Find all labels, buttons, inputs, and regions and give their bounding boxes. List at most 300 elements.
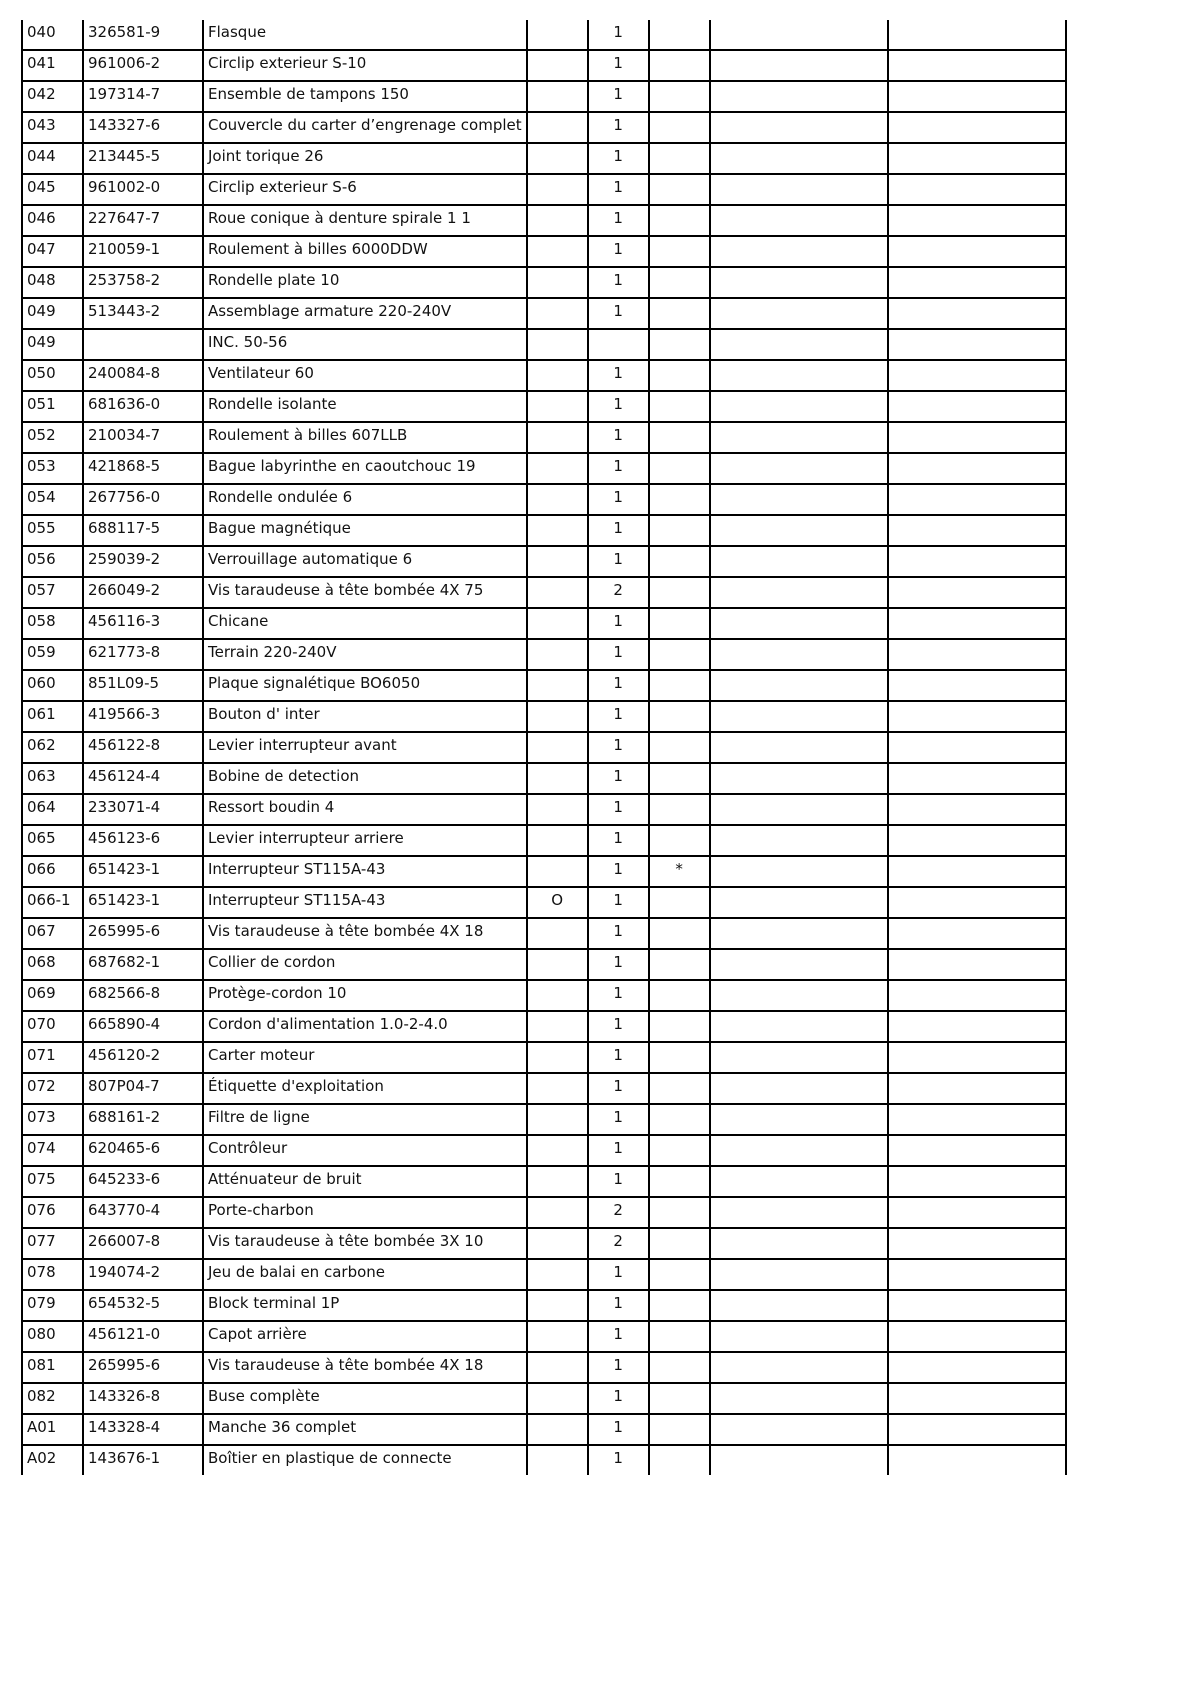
description-cell: Plaque signalétique BO6050	[203, 670, 527, 701]
empty-cell	[710, 825, 888, 856]
part-reference-cell: 961002-0	[83, 174, 203, 205]
note-cell	[649, 329, 710, 360]
note-cell	[649, 1290, 710, 1321]
quantity-cell: 1	[588, 1073, 649, 1104]
description-cell: Manche 36 complet	[203, 1414, 527, 1445]
option-cell	[527, 1445, 588, 1475]
option-cell	[527, 112, 588, 143]
empty-cell	[888, 794, 1066, 825]
description-cell: INC. 50-56	[203, 329, 527, 360]
item-number-cell: 060	[22, 670, 83, 701]
quantity-cell: 1	[588, 1259, 649, 1290]
item-number-cell: 076	[22, 1197, 83, 1228]
option-cell	[527, 639, 588, 670]
quantity-cell: 1	[588, 50, 649, 81]
option-cell	[527, 763, 588, 794]
quantity-cell: 1	[588, 1445, 649, 1475]
empty-cell	[888, 174, 1066, 205]
item-number-cell: A02	[22, 1445, 83, 1475]
table-row	[22, 1445, 1066, 1475]
part-reference-cell: 227647-7	[83, 205, 203, 236]
empty-cell	[888, 949, 1066, 980]
table-row	[22, 81, 1066, 112]
item-number-cell: 059	[22, 639, 83, 670]
description-cell: Jeu de balai en carbone	[203, 1259, 527, 1290]
item-number-cell: 062	[22, 732, 83, 763]
note-cell	[649, 143, 710, 174]
note-cell: *	[649, 856, 710, 887]
description-cell: Verrouillage automatique 6	[203, 546, 527, 577]
option-cell	[527, 422, 588, 453]
quantity-cell: 1	[588, 639, 649, 670]
option-cell	[527, 856, 588, 887]
empty-cell	[888, 50, 1066, 81]
table-row	[22, 546, 1066, 577]
quantity-cell: 1	[588, 918, 649, 949]
empty-cell	[888, 701, 1066, 732]
empty-cell	[888, 918, 1066, 949]
part-reference-cell: 456121-0	[83, 1321, 203, 1352]
note-cell	[649, 1073, 710, 1104]
description-cell: Vis taraudeuse à tête bombée 4X 18	[203, 918, 527, 949]
option-cell	[527, 670, 588, 701]
description-cell: Protège-cordon 10	[203, 980, 527, 1011]
option-cell	[527, 1414, 588, 1445]
part-reference-cell: 807P04-7	[83, 1073, 203, 1104]
item-number-cell: 073	[22, 1104, 83, 1135]
quantity-cell: 1	[588, 1352, 649, 1383]
quantity-cell: 1	[588, 1135, 649, 1166]
note-cell	[649, 484, 710, 515]
item-number-cell: 071	[22, 1042, 83, 1073]
item-number-cell: 046	[22, 205, 83, 236]
table-row	[22, 1197, 1066, 1228]
option-cell	[527, 267, 588, 298]
option-cell	[527, 1135, 588, 1166]
table-row	[22, 1166, 1066, 1197]
part-reference-cell: 210034-7	[83, 422, 203, 453]
empty-cell	[710, 453, 888, 484]
empty-cell	[888, 577, 1066, 608]
option-cell	[527, 732, 588, 763]
quantity-cell: 1	[588, 484, 649, 515]
empty-cell	[888, 546, 1066, 577]
empty-cell	[710, 1383, 888, 1414]
part-reference-cell: 210059-1	[83, 236, 203, 267]
table-row	[22, 484, 1066, 515]
part-reference-cell: 456124-4	[83, 763, 203, 794]
table-row	[22, 236, 1066, 267]
note-cell	[649, 825, 710, 856]
item-number-cell: A01	[22, 1414, 83, 1445]
note-cell	[649, 205, 710, 236]
table-row	[22, 360, 1066, 391]
option-cell	[527, 546, 588, 577]
quantity-cell: 1	[588, 608, 649, 639]
table-row	[22, 422, 1066, 453]
empty-cell	[710, 980, 888, 1011]
note-cell	[649, 1445, 710, 1475]
empty-cell	[888, 1259, 1066, 1290]
quantity-cell: 1	[588, 1104, 649, 1135]
quantity-cell	[588, 329, 649, 360]
description-cell: Rondelle ondulée 6	[203, 484, 527, 515]
note-cell	[649, 298, 710, 329]
table-row	[22, 825, 1066, 856]
empty-cell	[710, 1321, 888, 1352]
table-row	[22, 174, 1066, 205]
item-number-cell: 066	[22, 856, 83, 887]
note-cell	[649, 112, 710, 143]
item-number-cell: 052	[22, 422, 83, 453]
parts-table-body	[22, 20, 1066, 1475]
part-reference-cell: 651423-1	[83, 887, 203, 918]
empty-cell	[710, 205, 888, 236]
option-cell	[527, 515, 588, 546]
empty-cell	[888, 422, 1066, 453]
item-number-cell: 053	[22, 453, 83, 484]
option-cell	[527, 1290, 588, 1321]
description-cell: Carter moteur	[203, 1042, 527, 1073]
parts-list-page	[21, 20, 1067, 1475]
option-cell	[527, 577, 588, 608]
empty-cell	[710, 639, 888, 670]
empty-cell	[710, 1445, 888, 1475]
option-cell	[527, 608, 588, 639]
item-number-cell: 065	[22, 825, 83, 856]
note-cell	[649, 1414, 710, 1445]
empty-cell	[888, 1197, 1066, 1228]
quantity-cell: 1	[588, 174, 649, 205]
empty-cell	[710, 1259, 888, 1290]
option-cell	[527, 1321, 588, 1352]
item-number-cell: 069	[22, 980, 83, 1011]
quantity-cell: 1	[588, 546, 649, 577]
note-cell	[649, 360, 710, 391]
note-cell	[649, 1104, 710, 1135]
note-cell	[649, 1042, 710, 1073]
quantity-cell: 1	[588, 112, 649, 143]
table-row	[22, 639, 1066, 670]
item-number-cell: 057	[22, 577, 83, 608]
description-cell: Roulement à billes 6000DDW	[203, 236, 527, 267]
description-cell: Interrupteur ST115A-43	[203, 856, 527, 887]
item-number-cell: 049	[22, 329, 83, 360]
description-cell: Ensemble de tampons 150	[203, 81, 527, 112]
part-reference-cell: 143328-4	[83, 1414, 203, 1445]
empty-cell	[888, 298, 1066, 329]
table-row	[22, 918, 1066, 949]
option-cell	[527, 391, 588, 422]
empty-cell	[888, 608, 1066, 639]
part-reference-cell: 265995-6	[83, 918, 203, 949]
table-row	[22, 298, 1066, 329]
option-cell	[527, 794, 588, 825]
part-reference-cell: 851L09-5	[83, 670, 203, 701]
quantity-cell: 1	[588, 391, 649, 422]
empty-cell	[888, 1011, 1066, 1042]
part-reference-cell: 961006-2	[83, 50, 203, 81]
note-cell	[649, 949, 710, 980]
description-cell: Couvercle du carter d’engrenage complet	[203, 112, 527, 143]
quantity-cell: 1	[588, 360, 649, 391]
table-row	[22, 267, 1066, 298]
quantity-cell: 1	[588, 1290, 649, 1321]
table-row	[22, 1104, 1066, 1135]
note-cell	[649, 1259, 710, 1290]
part-reference-cell: 143326-8	[83, 1383, 203, 1414]
empty-cell	[710, 1290, 888, 1321]
item-number-cell: 078	[22, 1259, 83, 1290]
description-cell: Bague labyrinthe en caoutchouc 19	[203, 453, 527, 484]
table-row	[22, 887, 1066, 918]
item-number-cell: 077	[22, 1228, 83, 1259]
quantity-cell: 2	[588, 1228, 649, 1259]
table-row	[22, 1290, 1066, 1321]
empty-cell	[888, 825, 1066, 856]
quantity-cell: 1	[588, 515, 649, 546]
part-reference-cell: 326581-9	[83, 20, 203, 50]
description-cell: Terrain 220-240V	[203, 639, 527, 670]
table-row	[22, 515, 1066, 546]
description-cell: Interrupteur ST115A-43	[203, 887, 527, 918]
part-reference-cell: 688117-5	[83, 515, 203, 546]
quantity-cell: 1	[588, 1414, 649, 1445]
empty-cell	[710, 236, 888, 267]
description-cell: Ressort boudin 4	[203, 794, 527, 825]
description-cell: Vis taraudeuse à tête bombée 4X 75	[203, 577, 527, 608]
empty-cell	[710, 546, 888, 577]
option-cell	[527, 453, 588, 484]
table-row	[22, 980, 1066, 1011]
part-reference-cell: 621773-8	[83, 639, 203, 670]
item-number-cell: 079	[22, 1290, 83, 1321]
empty-cell	[888, 1445, 1066, 1475]
table-row	[22, 701, 1066, 732]
table-row	[22, 608, 1066, 639]
note-cell	[649, 174, 710, 205]
empty-cell	[888, 20, 1066, 50]
empty-cell	[710, 608, 888, 639]
empty-cell	[888, 1414, 1066, 1445]
note-cell	[649, 639, 710, 670]
empty-cell	[710, 1166, 888, 1197]
option-cell	[527, 329, 588, 360]
option-cell	[527, 205, 588, 236]
item-number-cell: 055	[22, 515, 83, 546]
table-row	[22, 1259, 1066, 1290]
part-reference-cell: 233071-4	[83, 794, 203, 825]
empty-cell	[888, 1352, 1066, 1383]
empty-cell	[710, 360, 888, 391]
part-reference-cell: 654532-5	[83, 1290, 203, 1321]
item-number-cell: 042	[22, 81, 83, 112]
note-cell	[649, 608, 710, 639]
part-reference-cell: 143676-1	[83, 1445, 203, 1475]
empty-cell	[888, 639, 1066, 670]
item-number-cell: 051	[22, 391, 83, 422]
part-reference-cell: 259039-2	[83, 546, 203, 577]
table-row	[22, 670, 1066, 701]
empty-cell	[710, 391, 888, 422]
quantity-cell: 1	[588, 1011, 649, 1042]
note-cell	[649, 236, 710, 267]
empty-cell	[710, 701, 888, 732]
table-row	[22, 1011, 1066, 1042]
item-number-cell: 082	[22, 1383, 83, 1414]
table-row	[22, 50, 1066, 81]
quantity-cell: 1	[588, 205, 649, 236]
item-number-cell: 066-1	[22, 887, 83, 918]
option-cell	[527, 1383, 588, 1414]
table-row	[22, 1383, 1066, 1414]
option-cell	[527, 236, 588, 267]
part-reference-cell: 665890-4	[83, 1011, 203, 1042]
note-cell	[649, 422, 710, 453]
option-cell	[527, 1197, 588, 1228]
part-reference-cell: 253758-2	[83, 267, 203, 298]
empty-cell	[888, 1135, 1066, 1166]
empty-cell	[710, 887, 888, 918]
description-cell: Bague magnétique	[203, 515, 527, 546]
part-reference-cell: 643770-4	[83, 1197, 203, 1228]
item-number-cell: 072	[22, 1073, 83, 1104]
empty-cell	[710, 1104, 888, 1135]
empty-cell	[888, 1383, 1066, 1414]
table-row	[22, 1321, 1066, 1352]
item-number-cell: 063	[22, 763, 83, 794]
empty-cell	[888, 1290, 1066, 1321]
option-cell	[527, 81, 588, 112]
empty-cell	[710, 484, 888, 515]
empty-cell	[888, 1166, 1066, 1197]
part-reference-cell: 194074-2	[83, 1259, 203, 1290]
empty-cell	[710, 267, 888, 298]
option-cell	[527, 825, 588, 856]
description-cell: Bobine de detection	[203, 763, 527, 794]
description-cell: Levier interrupteur avant	[203, 732, 527, 763]
item-number-cell: 068	[22, 949, 83, 980]
empty-cell	[888, 1228, 1066, 1259]
empty-cell	[888, 329, 1066, 360]
part-reference-cell	[83, 329, 203, 360]
table-row	[22, 732, 1066, 763]
note-cell	[649, 794, 710, 825]
quantity-cell: 1	[588, 887, 649, 918]
item-number-cell: 044	[22, 143, 83, 174]
description-cell: Étiquette d'exploitation	[203, 1073, 527, 1104]
empty-cell	[888, 453, 1066, 484]
table-row	[22, 794, 1066, 825]
description-cell: Cordon d'alimentation 1.0-2-4.0	[203, 1011, 527, 1042]
option-cell	[527, 918, 588, 949]
empty-cell	[888, 267, 1066, 298]
option-cell	[527, 1166, 588, 1197]
option-cell	[527, 1042, 588, 1073]
empty-cell	[710, 20, 888, 50]
table-row	[22, 577, 1066, 608]
description-cell: Chicane	[203, 608, 527, 639]
part-reference-cell: 682566-8	[83, 980, 203, 1011]
note-cell	[649, 515, 710, 546]
option-cell	[527, 1104, 588, 1135]
option-cell	[527, 174, 588, 205]
note-cell	[649, 577, 710, 608]
note-cell	[649, 918, 710, 949]
note-cell	[649, 670, 710, 701]
empty-cell	[710, 1135, 888, 1166]
description-cell: Assemblage armature 220-240V	[203, 298, 527, 329]
empty-cell	[710, 422, 888, 453]
item-number-cell: 061	[22, 701, 83, 732]
empty-cell	[888, 1321, 1066, 1352]
quantity-cell: 1	[588, 236, 649, 267]
part-reference-cell: 197314-7	[83, 81, 203, 112]
description-cell: Boîtier en plastique de connecte	[203, 1445, 527, 1475]
option-cell	[527, 484, 588, 515]
description-cell: Circlip exterieur S-6	[203, 174, 527, 205]
option-cell	[527, 20, 588, 50]
empty-cell	[710, 174, 888, 205]
empty-cell	[710, 732, 888, 763]
description-cell: Roulement à billes 607LLB	[203, 422, 527, 453]
note-cell	[649, 20, 710, 50]
note-cell	[649, 1135, 710, 1166]
table-row	[22, 453, 1066, 484]
quantity-cell: 1	[588, 825, 649, 856]
table-row	[22, 1352, 1066, 1383]
part-reference-cell: 421868-5	[83, 453, 203, 484]
quantity-cell: 1	[588, 794, 649, 825]
part-reference-cell: 267756-0	[83, 484, 203, 515]
empty-cell	[710, 670, 888, 701]
table-row	[22, 1414, 1066, 1445]
empty-cell	[888, 980, 1066, 1011]
empty-cell	[888, 856, 1066, 887]
quantity-cell: 1	[588, 1321, 649, 1352]
description-cell: Buse complète	[203, 1383, 527, 1414]
note-cell	[649, 887, 710, 918]
empty-cell	[710, 856, 888, 887]
empty-cell	[710, 81, 888, 112]
empty-cell	[710, 50, 888, 81]
table-row	[22, 329, 1066, 360]
note-cell	[649, 980, 710, 1011]
note-cell	[649, 1383, 710, 1414]
empty-cell	[888, 360, 1066, 391]
empty-cell	[888, 112, 1066, 143]
note-cell	[649, 453, 710, 484]
quantity-cell: 1	[588, 1383, 649, 1414]
empty-cell	[710, 577, 888, 608]
item-number-cell: 048	[22, 267, 83, 298]
empty-cell	[710, 515, 888, 546]
description-cell: Ventilateur 60	[203, 360, 527, 391]
quantity-cell: 1	[588, 1042, 649, 1073]
option-cell	[527, 949, 588, 980]
table-row	[22, 1228, 1066, 1259]
quantity-cell: 1	[588, 763, 649, 794]
part-reference-cell: 687682-1	[83, 949, 203, 980]
item-number-cell: 081	[22, 1352, 83, 1383]
description-cell: Filtre de ligne	[203, 1104, 527, 1135]
empty-cell	[888, 1073, 1066, 1104]
item-number-cell: 043	[22, 112, 83, 143]
option-cell	[527, 50, 588, 81]
description-cell: Bouton d' inter	[203, 701, 527, 732]
item-number-cell: 074	[22, 1135, 83, 1166]
quantity-cell: 1	[588, 949, 649, 980]
